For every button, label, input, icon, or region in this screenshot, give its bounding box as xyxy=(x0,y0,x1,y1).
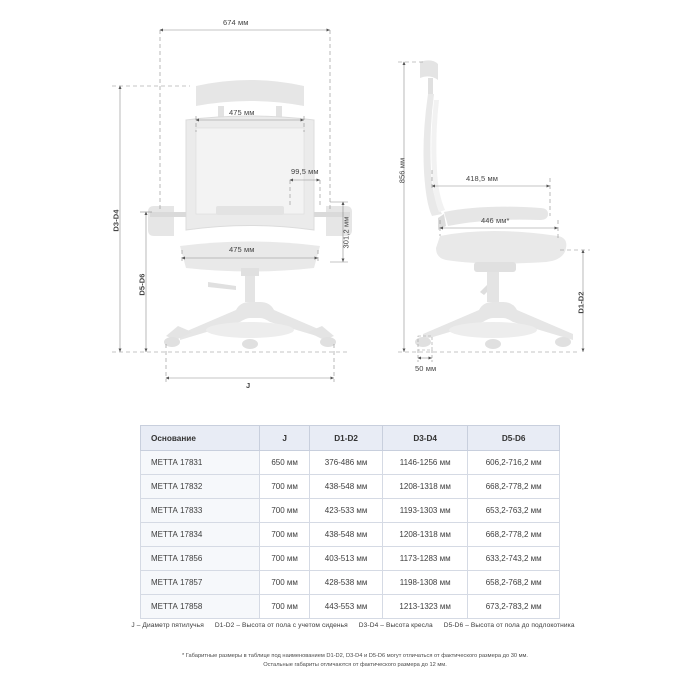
table-header-d1d2: D1-D2 xyxy=(310,426,383,451)
dim-armrest-offset-label: 99,5 мм xyxy=(291,167,319,176)
table-row xyxy=(141,523,560,547)
cell-base-name: МЕТТА 17831 xyxy=(141,451,260,475)
table-row xyxy=(141,475,560,499)
cell-d3d4: 1146-1256 мм xyxy=(383,451,468,475)
dim-castor-diameter-label: 50 мм xyxy=(415,364,437,373)
legend-j: J – Диаметр пятилучья xyxy=(131,622,204,629)
table-row xyxy=(141,451,560,475)
cell-d1d2: 443-553 мм xyxy=(310,595,383,619)
specifications-table xyxy=(140,425,560,619)
cell-j: 650 мм xyxy=(260,451,310,475)
cell-base-name: МЕТТА 17858 xyxy=(141,595,260,619)
cell-base-name: МЕТТА 17856 xyxy=(141,547,260,571)
cell-d3d4: 1198-1308 мм xyxy=(383,571,468,595)
cell-j: 700 мм xyxy=(260,547,310,571)
cell-d1d2: 438-548 мм xyxy=(310,475,383,499)
table-header-row xyxy=(141,426,560,451)
dim-seat-width-label: 475 мм xyxy=(229,245,255,254)
legend-d5d6: D5-D6 – Высота от пола до подлокотника xyxy=(443,622,575,629)
cell-d5d6: 668,2-778,2 мм xyxy=(468,523,560,547)
cell-d5d6: 673,2-783,2 мм xyxy=(468,595,560,619)
dim-overall-depth-label: 418,5 мм xyxy=(466,174,498,183)
specifications-table-wrapper xyxy=(140,425,560,619)
dim-d1-d2-label: D1-D2 xyxy=(576,291,586,314)
cell-d3d4: 1193-1303 мм xyxy=(383,499,468,523)
table-row xyxy=(141,499,560,523)
dim-base-diameter-label: J xyxy=(246,381,251,390)
table-header-d3d4: D3-D4 xyxy=(383,426,468,451)
cell-j: 700 мм xyxy=(260,523,310,547)
cell-j: 700 мм xyxy=(260,499,310,523)
footnote xyxy=(100,652,610,671)
dim-seat-height-range-label: 301,2 мм xyxy=(341,216,351,249)
table-header-d5d6: D5-D6 xyxy=(468,426,560,451)
cell-d3d4: 1208-1318 мм xyxy=(383,475,468,499)
cell-d1d2: 403-513 мм xyxy=(310,547,383,571)
cell-d3d4: 1208-1318 мм xyxy=(383,523,468,547)
cell-base-name: МЕТТА 17834 xyxy=(141,523,260,547)
cell-j: 700 мм xyxy=(260,595,310,619)
cell-d3d4: 1213-1323 мм xyxy=(383,595,468,619)
table-header-j: J xyxy=(260,426,310,451)
footnote-line-2: Остальные габариты отличаются от фактического размера до 12 мм. xyxy=(263,662,447,669)
cell-j: 700 мм xyxy=(260,571,310,595)
side-view-chair xyxy=(415,60,573,349)
cell-base-name: МЕТТА 17857 xyxy=(141,571,260,595)
cell-d3d4: 1173-1283 мм xyxy=(383,547,468,571)
cell-d1d2: 423-533 мм xyxy=(310,499,383,523)
cell-d5d6: 633,2-743,2 мм xyxy=(468,547,560,571)
cell-base-name: МЕТТА 17833 xyxy=(141,499,260,523)
legend-d1d2: D1-D2 – Высота от пола с учетом сиденья xyxy=(214,622,348,629)
cell-d1d2: 438-548 мм xyxy=(310,523,383,547)
cell-base-name: МЕТТА 17832 xyxy=(141,475,260,499)
dim-backrest-width-label: 475 мм xyxy=(229,108,255,117)
cell-d5d6: 658,2-768,2 мм xyxy=(468,571,560,595)
dim-overall-width-label: 674 мм xyxy=(223,18,249,27)
dim-seat-depth-label: 446 мм* xyxy=(481,216,510,225)
cell-d5d6: 653,2-763,2 мм xyxy=(468,499,560,523)
cell-d1d2: 428-538 мм xyxy=(310,571,383,595)
cell-d1d2: 376-486 мм xyxy=(310,451,383,475)
cell-d5d6: 668,2-778,2 мм xyxy=(468,475,560,499)
dim-d3-d4-label: D3-D4 xyxy=(111,209,121,232)
dim-d5-d6-label: D5-D6 xyxy=(137,273,147,296)
table-row xyxy=(141,547,560,571)
table-row xyxy=(141,571,560,595)
legend xyxy=(118,622,588,629)
dim-total-height-label: 856 мм xyxy=(397,157,407,184)
footnote-line-1: * Габаритные размеры в таблице под наименованием D1-D2, D3-D4 и D5-D6 могут отличаться от фактического размера до 30 мм. xyxy=(181,653,529,659)
cell-d5d6: 606,2-716,2 мм xyxy=(468,451,560,475)
table-row xyxy=(141,595,560,619)
cell-j: 700 мм xyxy=(260,475,310,499)
front-view-chair xyxy=(148,80,352,349)
table-header-base: Основание xyxy=(141,426,260,451)
legend-d3d4: D3-D4 – Высота кресла xyxy=(358,622,433,629)
